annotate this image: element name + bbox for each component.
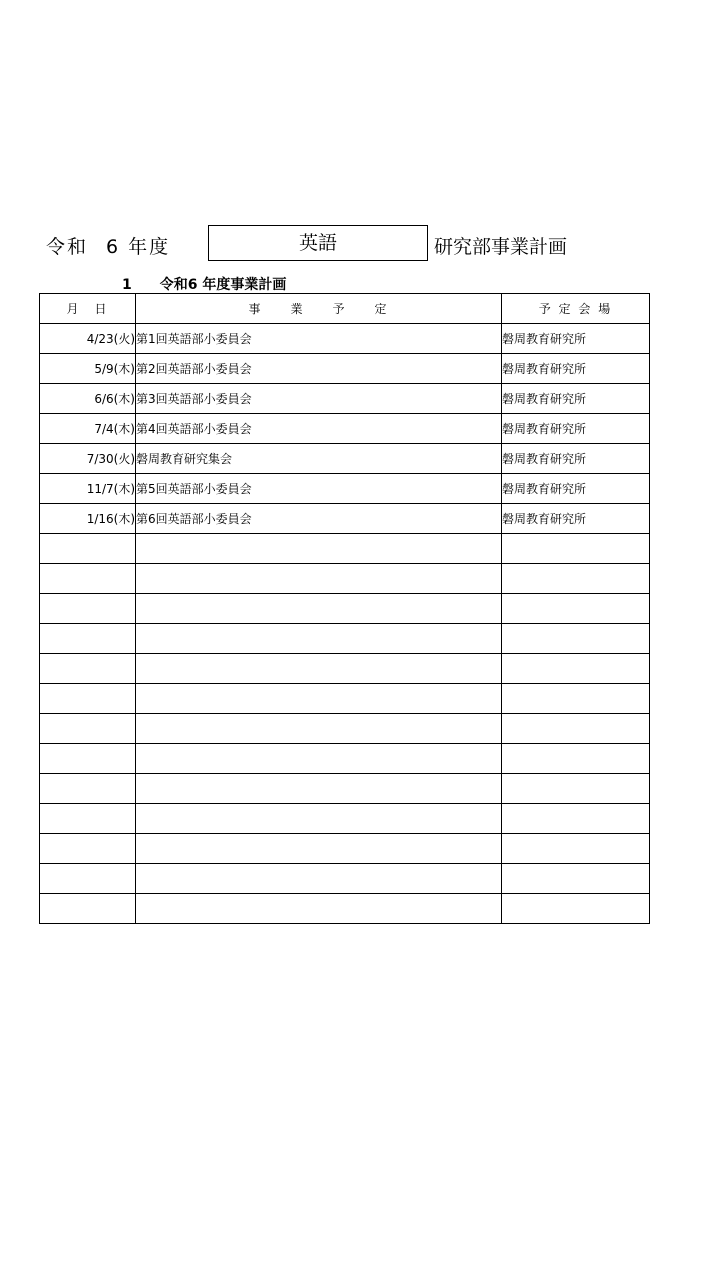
venue-cell[interactable] (502, 804, 650, 834)
date-cell[interactable]: 6/6(木) (40, 384, 136, 414)
table-row (40, 684, 650, 714)
event-cell[interactable]: 第2回英語部小委員会 (136, 354, 502, 384)
event-cell[interactable] (136, 864, 502, 894)
event-cell[interactable]: 第6回英語部小委員会 (136, 504, 502, 534)
date-cell[interactable] (40, 624, 136, 654)
venue-cell[interactable]: 磐周教育研究所 (502, 474, 650, 504)
date-cell[interactable] (40, 684, 136, 714)
venue-cell[interactable] (502, 864, 650, 894)
event-cell[interactable] (136, 774, 502, 804)
event-plan-table (39, 293, 650, 924)
date-cell[interactable]: 5/9(木) (40, 354, 136, 384)
year-suffix: 年度 (128, 236, 171, 258)
venue-cell[interactable]: 磐周教育研究所 (502, 414, 650, 444)
date-cell[interactable]: 4/23(火) (40, 324, 136, 354)
venue-cell[interactable] (502, 714, 650, 744)
table-row (40, 714, 650, 744)
date-cell[interactable] (40, 774, 136, 804)
event-cell[interactable] (136, 564, 502, 594)
event-cell[interactable] (136, 834, 502, 864)
table-row (40, 474, 650, 504)
venue-cell[interactable] (502, 894, 650, 924)
venue-cell[interactable] (502, 654, 650, 684)
event-cell[interactable] (136, 594, 502, 624)
event-cell[interactable]: 第3回英語部小委員会 (136, 384, 502, 414)
date-cell[interactable] (40, 894, 136, 924)
table-row (40, 654, 650, 684)
table-row (40, 774, 650, 804)
venue-cell[interactable]: 磐周教育研究所 (502, 354, 650, 384)
venue-cell[interactable] (502, 564, 650, 594)
date-cell[interactable] (40, 804, 136, 834)
event-cell[interactable] (136, 714, 502, 744)
venue-cell[interactable]: 磐周教育研究所 (502, 384, 650, 414)
table-row (40, 564, 650, 594)
date-cell[interactable] (40, 744, 136, 774)
era-name: 令和 (46, 236, 89, 258)
date-cell[interactable] (40, 594, 136, 624)
column-header-date: 月 日 (40, 294, 136, 324)
table-row (40, 534, 650, 564)
table-row (40, 894, 650, 924)
table-row (40, 504, 650, 534)
date-cell[interactable] (40, 564, 136, 594)
table-row (40, 744, 650, 774)
venue-cell[interactable] (502, 834, 650, 864)
venue-cell[interactable]: 磐周教育研究所 (502, 504, 650, 534)
date-cell[interactable] (40, 864, 136, 894)
event-cell[interactable] (136, 744, 502, 774)
event-cell[interactable]: 磐周教育研究集会 (136, 444, 502, 474)
table-row (40, 354, 650, 384)
column-header-event: 事 業 予 定 (136, 294, 502, 324)
document-title-era (46, 232, 170, 259)
section-number: 1 (122, 277, 132, 293)
subject-field[interactable] (208, 225, 428, 261)
date-cell[interactable]: 7/30(火) (40, 444, 136, 474)
table-row (40, 804, 650, 834)
venue-cell[interactable] (502, 594, 650, 624)
event-cell[interactable] (136, 804, 502, 834)
table-row (40, 834, 650, 864)
date-cell[interactable]: 1/16(木) (40, 504, 136, 534)
table-row (40, 594, 650, 624)
date-cell[interactable] (40, 714, 136, 744)
venue-cell[interactable] (502, 684, 650, 714)
document-title-rest: 研究部事業計画 (434, 236, 568, 258)
date-cell[interactable] (40, 834, 136, 864)
table-row (40, 624, 650, 654)
table-row (40, 384, 650, 414)
table-row (40, 414, 650, 444)
event-cell[interactable]: 第4回英語部小委員会 (136, 414, 502, 444)
venue-cell[interactable] (502, 534, 650, 564)
venue-cell[interactable]: 磐周教育研究所 (502, 444, 650, 474)
event-cell[interactable] (136, 894, 502, 924)
event-cell[interactable] (136, 654, 502, 684)
table-row (40, 444, 650, 474)
date-cell[interactable]: 7/4(木) (40, 414, 136, 444)
table-row (40, 864, 650, 894)
event-cell[interactable]: 第5回英語部小委員会 (136, 474, 502, 504)
column-header-venue: 予 定 会 場 (502, 294, 650, 324)
date-cell[interactable]: 11/7(木) (40, 474, 136, 504)
table-header-row (40, 294, 650, 324)
event-cell[interactable] (136, 534, 502, 564)
subject-value: 英語 (298, 232, 337, 254)
venue-cell[interactable] (502, 774, 650, 804)
date-cell[interactable] (40, 654, 136, 684)
section-heading (122, 274, 286, 294)
venue-cell[interactable] (502, 624, 650, 654)
section-title: 令和6 年度事業計画 (159, 277, 287, 293)
event-cell[interactable] (136, 624, 502, 654)
venue-cell[interactable]: 磐周教育研究所 (502, 324, 650, 354)
venue-cell[interactable] (502, 744, 650, 774)
table-row (40, 324, 650, 354)
event-cell[interactable] (136, 684, 502, 714)
date-cell[interactable] (40, 534, 136, 564)
table-body (40, 324, 650, 924)
year-number: 6 (106, 236, 121, 258)
event-cell[interactable]: 第1回英語部小委員会 (136, 324, 502, 354)
